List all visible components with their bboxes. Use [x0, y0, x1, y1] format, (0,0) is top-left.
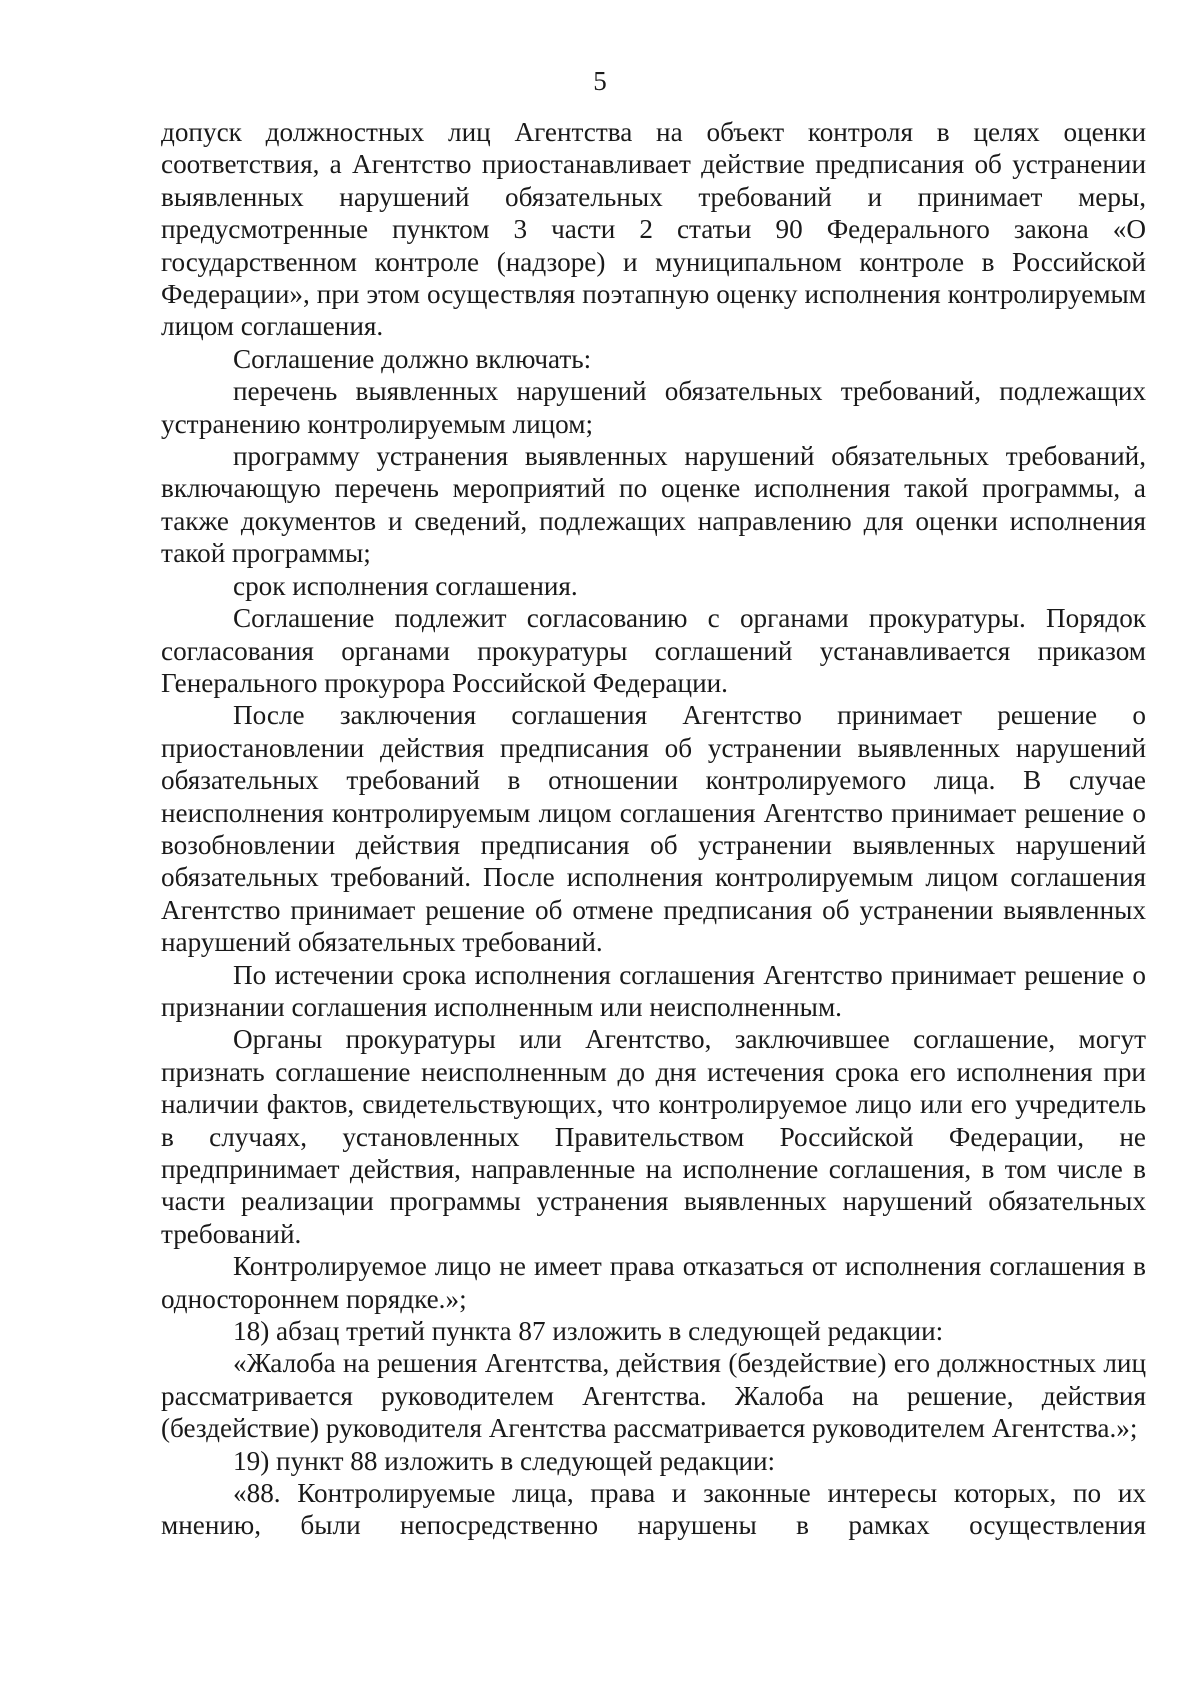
paragraph-prosecution-approval: Соглашение подлежит согласованию с органами прокуратуры. Порядок согласования органами прокуратуры соглашений устанавливается приказом Генерального прокурора Российской Федерации.	[161, 603, 1146, 698]
paragraph-item-88: «88. Контролируемые лица, права и законные интересы которых, по их мнению, были непосредственно нарушены в рамках осуществления	[161, 1478, 1146, 1541]
paragraph-amendment-19: 19) пункт 88 изложить в следующей редакции:	[233, 1445, 776, 1476]
document-body	[161, 116, 1146, 1542]
paragraph-list-program: программу устранения выявленных нарушений обязательных требований, включающую перечень мероприятий по оценке исполнения такой программы, а также документов и сведений, подлежащих направлению для оценки исполнения такой программы;	[161, 441, 1146, 569]
paragraph-complaint-text: «Жалоба на решения Агентства, действия (бездействие) его должностных лиц рассматривается руководителем Агентства. Жалоба на решение, действия (бездействие) руководителя Агентства рассматривается руководителем Агентства.»;	[161, 1348, 1146, 1444]
paragraph-amendment-18: 18) абзац третий пункта 87 изложить в следующей редакции:	[233, 1316, 944, 1347]
paragraph-expiry: По истечении срока исполнения соглашения Агентство принимает решение о признании соглашения исполненным или неисполненным.	[161, 959, 1146, 1022]
paragraph-non-fulfilment: Органы прокуратуры или Агентство, заключившее соглашение, могут признать соглашение неисполненным до дня истечения срока его исполнения при наличии фактов, свидетельствующих, что контролируемое лицо или его учредитель в случаях, установленных Правительством Российской Федерации, не предпринимает действия, направленные на исполнение соглашения, в том числе в части реализации программы устранения выявленных нарушений обязательных требований.	[161, 1024, 1146, 1249]
paragraph-continuation: допуск должностных лиц Агентства на объект контроля в целях оценки соответствия, а Агентство приостанавливает действие предписания об устранении выявленных нарушений обязательных требований и принимает меры, предусмотренные пунктом 3 части 2 статьи 90 Федерального закона «О государственном контроле (надзоре) и муниципальном контроле в Российской Федерации», при этом осуществляя поэтапную оценку исполнения контролируемым лицом соглашения.	[161, 117, 1146, 342]
paragraph-agreement-contents-intro: Соглашение должно включать:	[233, 343, 592, 374]
paragraph-no-refusal: Контролируемое лицо не имеет права отказаться от исполнения соглашения в одностороннем порядке.»;	[161, 1251, 1146, 1314]
paragraph-list-violations: перечень выявленных нарушений обязательных требований, подлежащих устранению контролируемым лицом;	[161, 376, 1146, 439]
paragraph-list-deadline: срок исполнения соглашения.	[233, 570, 578, 601]
page-number: 5	[593, 66, 607, 96]
paragraph-after-agreement: После заключения соглашения Агентство принимает решение о приостановлении действия предписания об устранении выявленных нарушений обязательных требований в отношении контролируемого лица. В случае неисполнения контролируемым лицом соглашения Агентство принимает решение о возобновлении действия предписания об устранении выявленных нарушений обязательных требований. После исполнения контролируемым лицом соглашения Агентство принимает решение об отмене предписания об устранении выявленных нарушений обязательных требований.	[161, 700, 1146, 958]
